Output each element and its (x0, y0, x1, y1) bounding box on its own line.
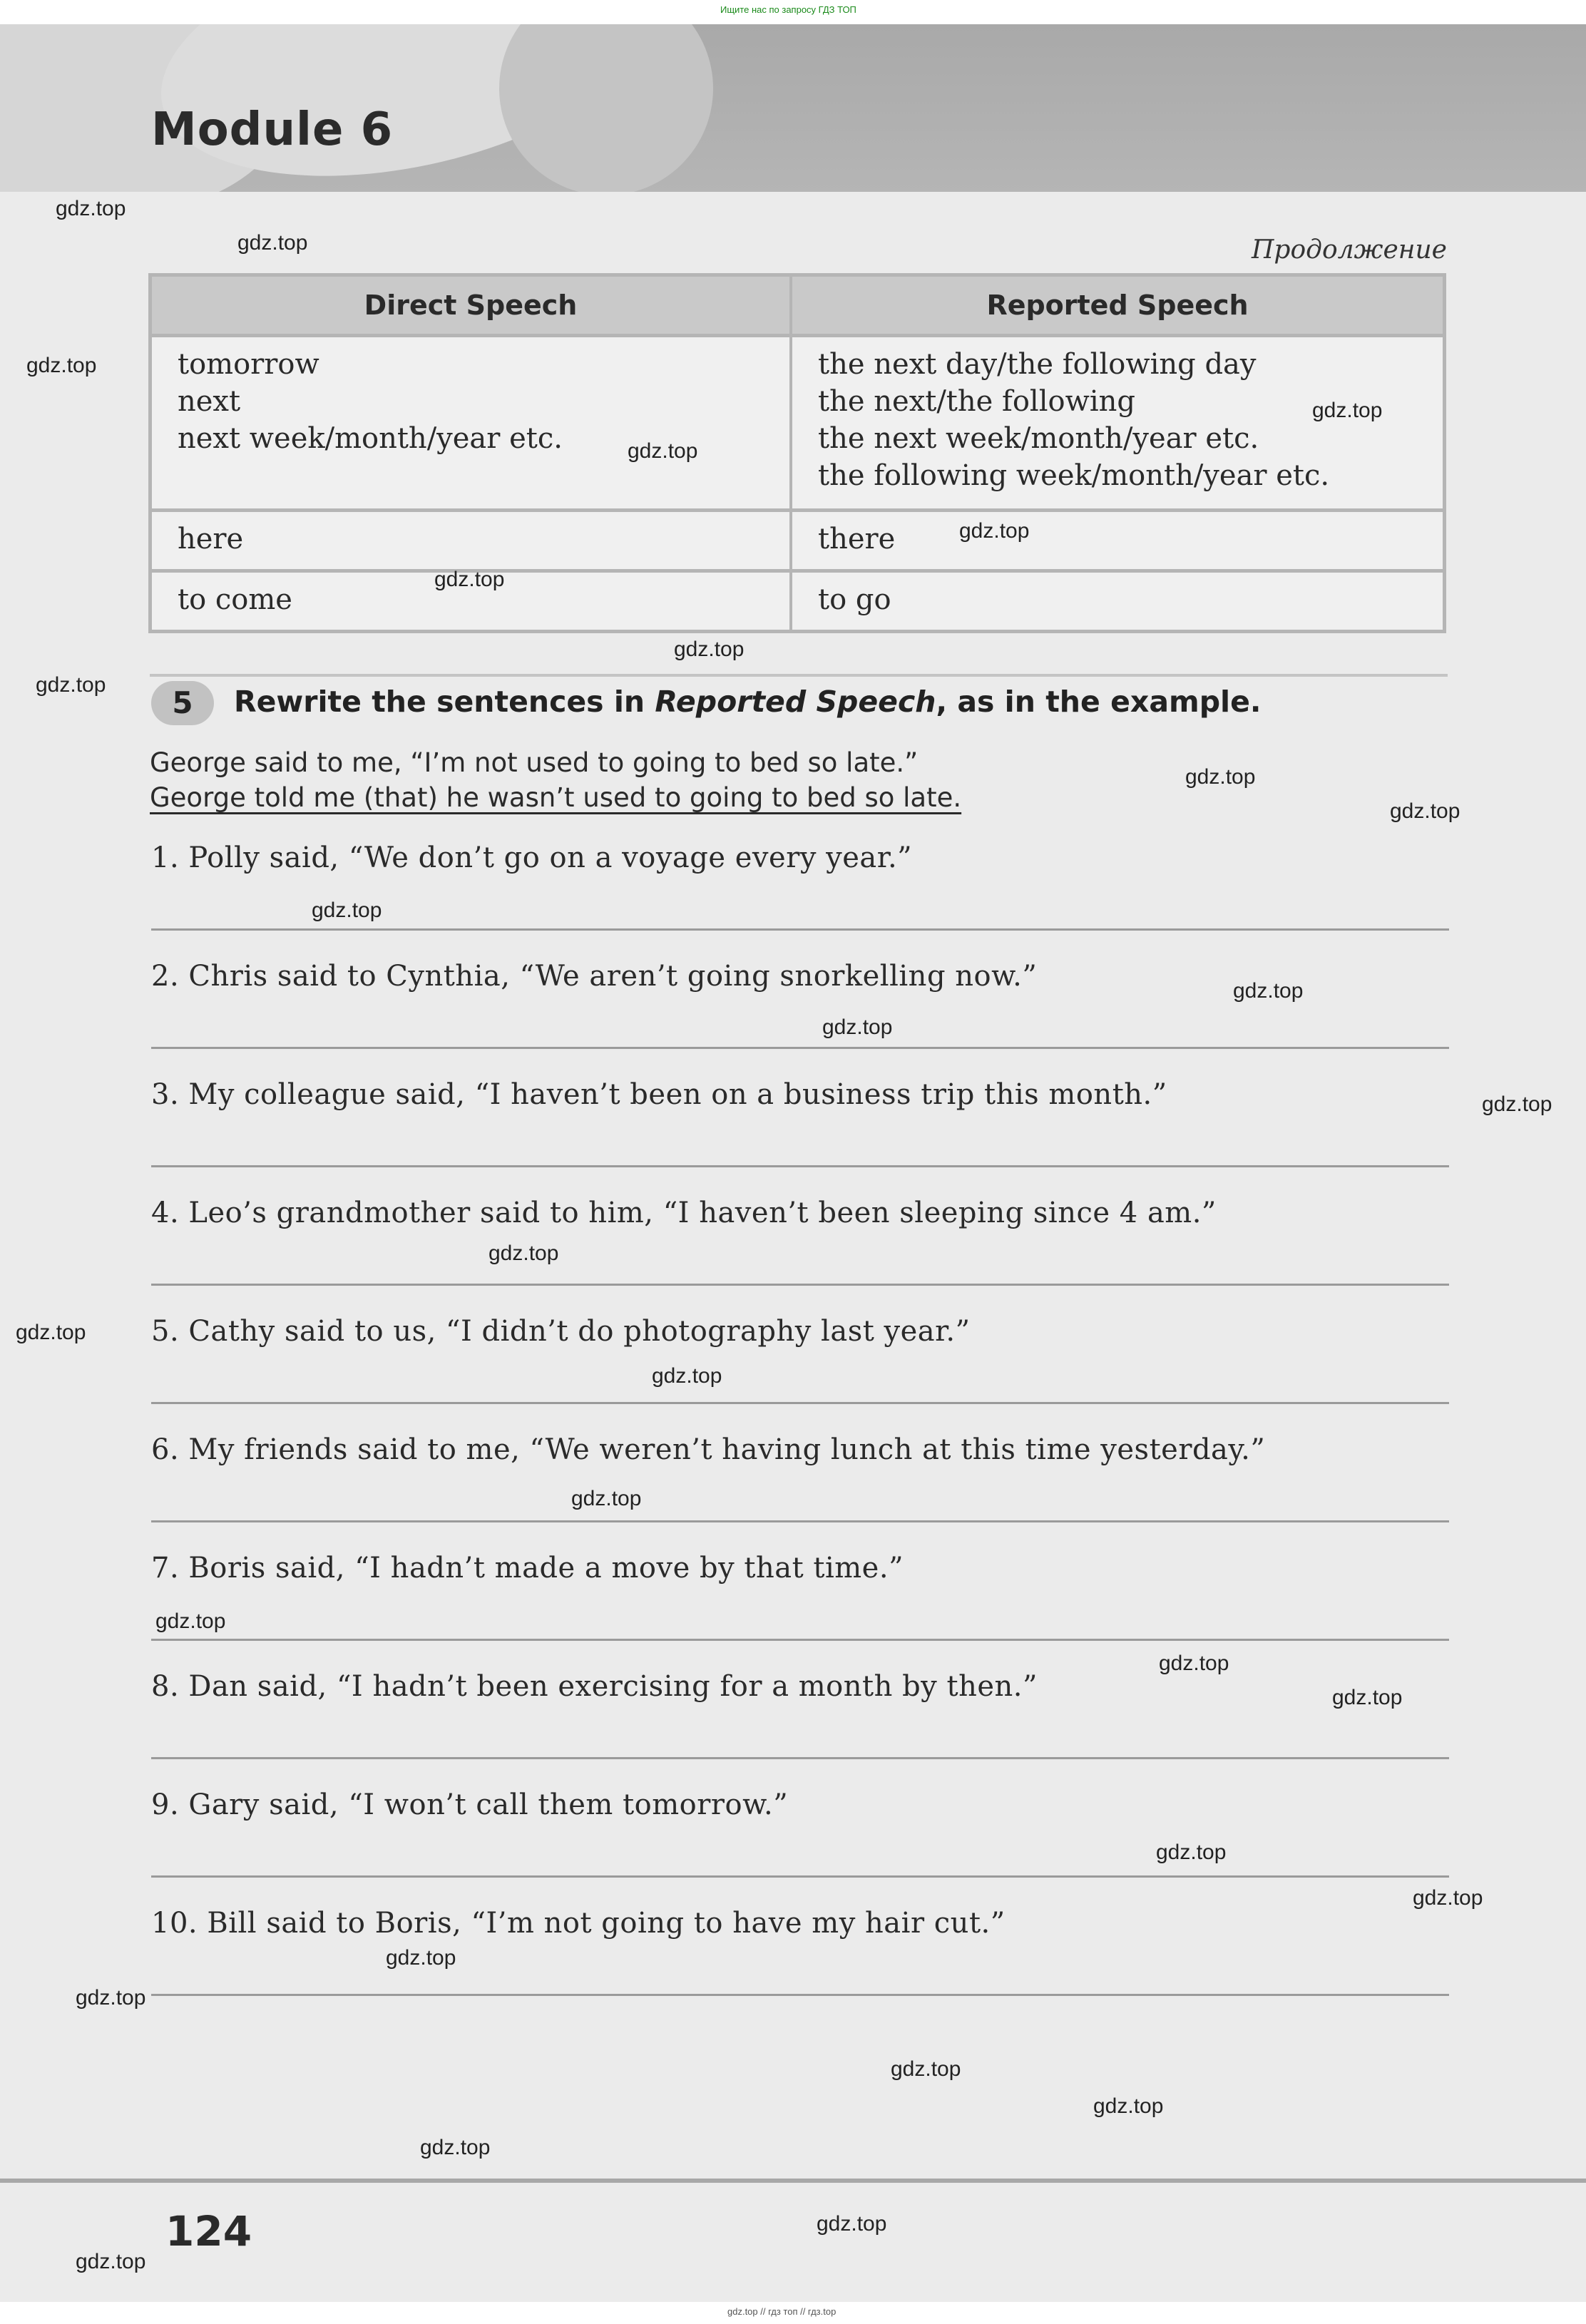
footer-divider (0, 2179, 1586, 2183)
watermark: gdz.top (652, 1364, 722, 1388)
exercise-item (151, 841, 1449, 874)
watermark: gdz.top (822, 1015, 893, 1039)
reported-text: the following week/month/year etc. (818, 459, 1330, 492)
watermark: gdz.top (1156, 1841, 1227, 1864)
table-row (152, 573, 1443, 630)
watermark: gdz.top (386, 1946, 456, 1970)
watermark: gdz.top (1185, 765, 1256, 789)
watermark: gdz.top (76, 1986, 146, 2010)
watermark: gdz.top (1390, 799, 1460, 823)
exercise-prompt: 9. Gary said, “I won’t call them tomorrow.” (151, 1788, 789, 1821)
page-number: 124 (165, 2207, 252, 2256)
watermark: gdz.top (817, 2212, 887, 2236)
reported-text: to go (818, 583, 891, 616)
exercise-prompt: 5. Cathy said to us, “I didn’t do photography last year.” (151, 1315, 971, 1348)
watermark: gdz.top (312, 899, 382, 922)
exercise-prompt: 6. My friends said to me, “We weren’t having lunch at this time yesterday.” (151, 1433, 1266, 1466)
exercise-prompt: 3. My colleague said, “I haven’t been on a business trip this month.” (151, 1078, 1167, 1111)
exercise-item (151, 1670, 1449, 1703)
watermark: gdz.top (16, 1321, 86, 1344)
example-sentence: George said to me, “I’m not used to going to bed so late.” (150, 747, 919, 778)
watermark: gdz.top (628, 439, 698, 463)
watermark: gdz.top (674, 638, 745, 661)
watermark: gdz.top (155, 1609, 226, 1633)
watermark: gdz.top (1159, 1652, 1229, 1675)
answer-line[interactable] (151, 1047, 1449, 1049)
exercise-prompt: 10. Bill said to Boris, “I’m not going to have my hair cut.” (151, 1907, 1006, 1940)
watermark: gdz.top (1413, 1886, 1483, 1910)
direct-cell (152, 512, 792, 573)
exercise-prompt: 2. Chris said to Cynthia, “We aren’t going snorkelling now.” (151, 960, 1038, 993)
exercise-number-badge: 5 (151, 681, 214, 725)
reported-text: the next day/the following day (818, 348, 1257, 381)
table-row (152, 337, 1443, 512)
exercise-prompt: 7. Boris said, “I hadn’t made a move by that time.” (151, 1552, 904, 1585)
direct-text: next (178, 385, 241, 418)
watermark: gdz.top (26, 354, 97, 377)
watermark: gdz.top (434, 568, 505, 591)
watermark: gdz.top (488, 1242, 559, 1265)
watermark: gdz.top (571, 1487, 642, 1510)
watermark: gdz.top (420, 2136, 491, 2159)
reported-cell (792, 512, 1443, 573)
reported-cell (792, 573, 1443, 630)
continuation-label: Продолжение (1252, 235, 1447, 265)
answer-line[interactable] (151, 1402, 1449, 1404)
watermark: gdz.top (891, 2057, 961, 2081)
exercise-item (151, 1552, 1449, 1585)
site-banner-text: Ищите нас по запросу ГДЗ ТОП (720, 4, 856, 15)
answer-line[interactable] (151, 1520, 1449, 1522)
answer-line[interactable] (151, 1757, 1449, 1759)
table-row (152, 512, 1443, 573)
answer-line[interactable] (151, 1165, 1449, 1167)
reported-text: the next/the following (818, 385, 1135, 418)
example-answer: George told me (that) he wasn’t used to going to bed so late. (150, 782, 962, 813)
direct-text: here (178, 523, 244, 556)
exercise-item (151, 1197, 1449, 1229)
watermark: gdz.top (959, 519, 1030, 543)
header-decoration (499, 24, 713, 192)
exercise-item (151, 1315, 1449, 1348)
reported-text: there (818, 523, 896, 556)
footer-banner-text: gdz.top // гдз топ // гдз.top (727, 2306, 837, 2317)
watermark: gdz.top (1093, 2094, 1164, 2118)
watermark: gdz.top (237, 231, 308, 255)
exercise-item (151, 1907, 1449, 1940)
watermark: gdz.top (76, 2250, 146, 2273)
watermark: gdz.top (1482, 1092, 1552, 1116)
exercise-prompt: 1. Polly said, “We don’t go on a voyage every year.” (151, 841, 913, 874)
watermark: gdz.top (56, 197, 126, 220)
exercise-item (151, 1788, 1449, 1821)
exercise-item (151, 1078, 1449, 1111)
direct-text: tomorrow (178, 348, 319, 381)
answer-line[interactable] (151, 1994, 1449, 1996)
table-header: Reported Speech (792, 277, 1443, 337)
exercise-prompt: 4. Leo’s grandmother said to him, “I haven’t been sleeping since 4 am.” (151, 1197, 1217, 1229)
direct-text: to come (178, 583, 292, 616)
exercise-prompt: 8. Dan said, “I hadn’t been exercising for a month by then.” (151, 1670, 1038, 1703)
speech-table (148, 273, 1446, 633)
watermark: gdz.top (1233, 979, 1304, 1003)
watermark: gdz.top (1332, 1686, 1403, 1709)
watermark: gdz.top (1312, 399, 1383, 422)
direct-text: next week/month/year etc. (178, 422, 563, 455)
table-header: Direct Speech (152, 277, 792, 337)
answer-line[interactable] (151, 1875, 1449, 1878)
footer-banner (0, 2302, 1586, 2324)
exercise-instruction: Rewrite the sentences in Reported Speech, as in the example. (234, 685, 1262, 719)
answer-line[interactable] (151, 1639, 1449, 1641)
watermark: gdz.top (36, 673, 106, 697)
exercise-item (151, 1433, 1449, 1466)
reported-text: the next week/month/year etc. (818, 422, 1259, 455)
answer-line[interactable] (151, 1284, 1449, 1286)
reported-cell (792, 337, 1443, 512)
page-title: Module 6 (151, 103, 394, 156)
section-divider (150, 674, 1448, 677)
site-banner (0, 0, 1586, 24)
direct-cell (152, 337, 792, 512)
answer-line[interactable] (151, 928, 1449, 931)
